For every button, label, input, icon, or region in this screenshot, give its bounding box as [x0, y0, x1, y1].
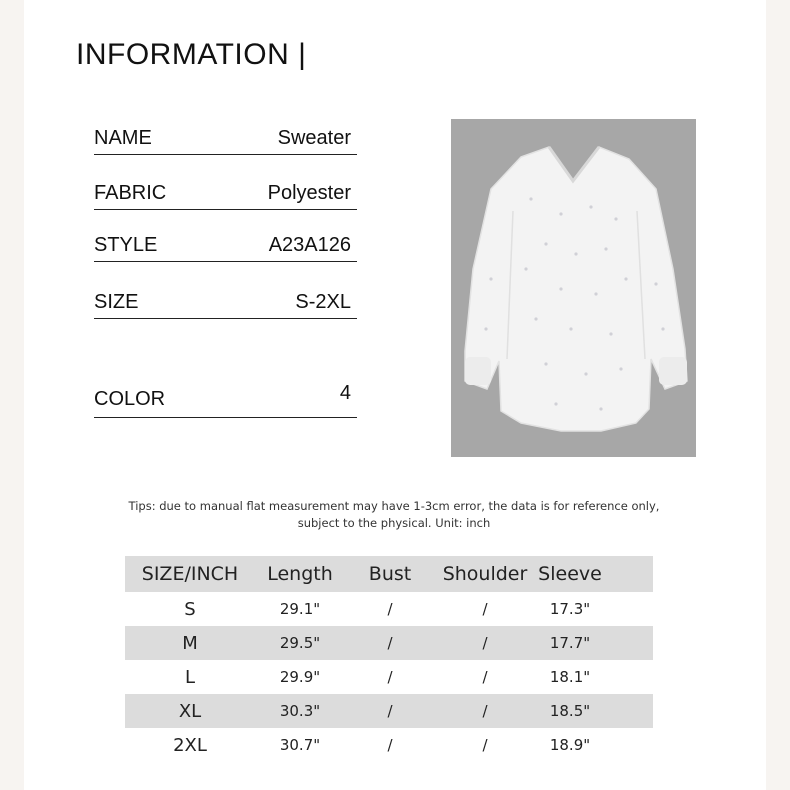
cell-shoulder: /	[482, 736, 488, 754]
measurement-tips	[94, 498, 694, 532]
cell-shoulder: /	[482, 702, 488, 720]
cell-sleeve: 18.5"	[549, 702, 591, 720]
cell-length: 30.7"	[279, 736, 321, 754]
sweater-image	[451, 119, 696, 457]
info-label-size: SIZE	[94, 291, 139, 313]
header-sleeve: Sleeve	[538, 563, 602, 585]
size-chart-header	[125, 556, 653, 592]
product-photo	[451, 119, 696, 457]
cell-bust: /	[387, 634, 393, 652]
cell-length: 29.9"	[279, 668, 321, 686]
info-row-fabric	[94, 179, 357, 210]
info-row-color	[94, 382, 357, 418]
size-chart-table	[125, 556, 653, 762]
cell-sleeve: 18.1"	[549, 668, 591, 686]
info-row-style	[94, 231, 357, 262]
cell-size: S	[184, 598, 196, 620]
cell-size: L	[184, 666, 196, 688]
table-row	[125, 660, 653, 694]
table-row	[125, 694, 653, 728]
info-value-size: S-2XL	[295, 291, 351, 313]
header-bust: Bust	[368, 563, 412, 585]
cell-bust: /	[387, 668, 393, 686]
info-value-fabric: Polyester	[267, 182, 351, 204]
cell-size: 2XL	[173, 734, 207, 756]
table-row	[125, 728, 653, 762]
info-label-color: COLOR	[94, 388, 166, 410]
table-row	[125, 626, 653, 660]
cell-length: 29.1"	[279, 600, 321, 618]
info-label-name: NAME	[94, 127, 152, 149]
cell-size: M	[182, 632, 198, 654]
info-label-fabric: FABRIC	[94, 182, 167, 204]
info-value-style: A23A126	[268, 234, 351, 256]
info-value-color: 4	[339, 382, 351, 404]
cell-length: 30.3"	[279, 702, 321, 720]
cell-size: XL	[178, 700, 202, 722]
info-label-style: STYLE	[94, 234, 158, 256]
cell-bust: /	[387, 702, 393, 720]
table-row	[125, 592, 653, 626]
tips-line-2: subject to the physical. Unit: inch	[297, 516, 491, 530]
info-value-name: Sweater	[277, 127, 351, 149]
cell-bust: /	[387, 600, 393, 618]
cell-bust: /	[387, 736, 393, 754]
product-info-page	[24, 0, 766, 790]
header-shoulder: Shoulder	[442, 563, 528, 585]
cell-shoulder: /	[482, 668, 488, 686]
page-title: INFORMATION |	[76, 38, 307, 71]
info-row-name	[94, 124, 357, 155]
cell-sleeve: 18.9"	[549, 736, 591, 754]
cell-shoulder: /	[482, 634, 488, 652]
header-size: SIZE/INCH	[141, 563, 239, 585]
info-row-size	[94, 288, 357, 319]
header-length: Length	[267, 563, 333, 585]
cell-sleeve: 17.3"	[549, 600, 591, 618]
cell-length: 29.5"	[279, 634, 321, 652]
cell-shoulder: /	[482, 600, 488, 618]
tips-line-1: Tips: due to manual flat measurement may have 1-3cm error, the data is for reference only,	[128, 499, 660, 513]
cell-sleeve: 17.7"	[549, 634, 591, 652]
